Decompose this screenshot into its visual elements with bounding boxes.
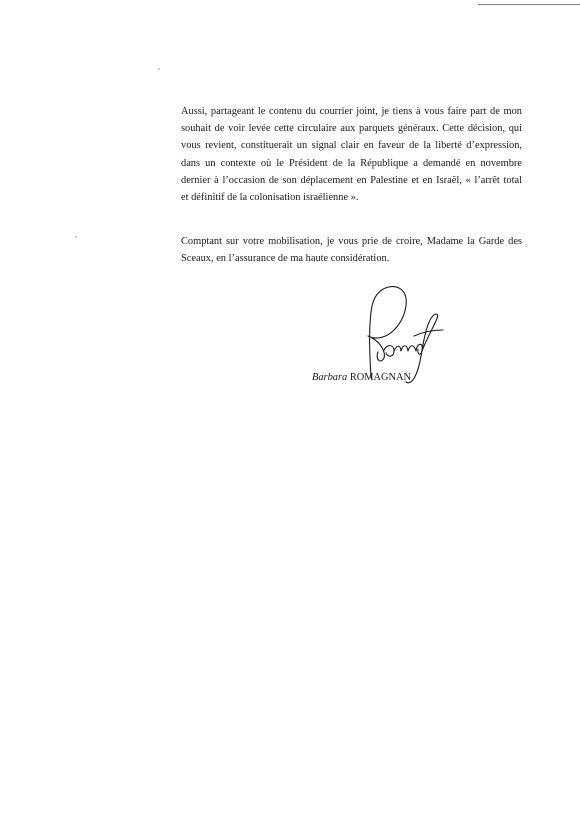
scan-edge-line	[478, 4, 580, 5]
paragraph-line: dans un contexte où le Président de la République a demandé en novembre	[181, 157, 522, 169]
paragraph-line: Comptant sur votre mobilisation, je vous prie de croire, Madame la Garde des	[181, 236, 522, 247]
paragraph-line: Aussi, partageant le contenu du courrier joint, je tiens à vous faire part de mon	[181, 106, 522, 117]
paragraph-line: souhait de voir levée cette circulaire aux parquets généraux. Cette décision, qui	[181, 123, 522, 135]
paragraph-line: et définitif de la colonisation israélienne ».	[181, 191, 359, 203]
paragraph-line: vous revient, constituerait un signal clair en faveur de la liberté d’expression,	[181, 140, 522, 152]
paragraph-request	[181, 103, 522, 206]
scan-speck	[75, 236, 77, 238]
scan-speck	[158, 68, 160, 70]
paragraph-closing	[181, 233, 522, 267]
signer-name	[312, 371, 411, 385]
paragraph-line: Sceaux, en l’assurance de ma haute considération.	[181, 253, 390, 265]
paragraph-line: dernier à l’occasion de son déplacement en Palestine et en Israël, « l’arrêt total	[181, 174, 522, 186]
signer-first-name: Barbara	[312, 372, 348, 383]
signer-last-name: ROMAGNAN	[349, 372, 412, 383]
